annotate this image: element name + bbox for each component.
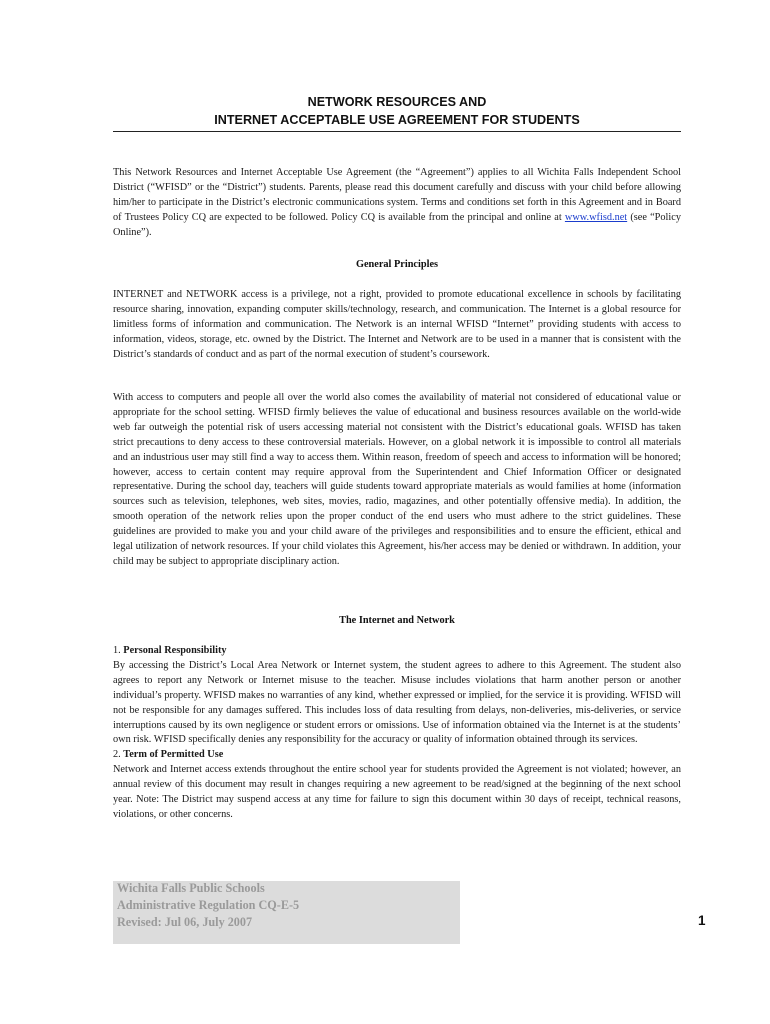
item1-text: By accessing the District’s Local Area Network or Internet system, the student agrees to adhere to this Agreement. The student also agrees to report any Network or Internet misuse to the teacher. Misuse includes violations that harm another person or another individual’s property. WFISD makes no warranties of any kind, whether expressed or implied, for the service it is providing. WFISD will not be responsible for any damages suffered. This includes loss of data resulting from delays, non-deliveries, mis-deliveries, or service interruptions caused by its own negligence or student errors or omissions. Use of information obtained via the Internet is at the students’ own risk. WFISD specifically denies any responsibility for the accuracy or quality of information obtained through its services.	[113, 659, 681, 746]
document-title-line1: NETWORK RESOURCES AND	[307, 95, 487, 109]
item2-text: Network and Internet access extends throughout the entire school year for students provided the Agreement is not violated; however, an annual review of this document may result in changes requiring a new agreement to be read/signed at the beginning of the next school year. Note: The District may suspend access at any time for failure to sign this document within 30 days of receipt, technical reasons, violations, or other concerns.	[113, 764, 681, 820]
item1-title: Personal Responsibility	[123, 645, 227, 656]
document-title-line2: INTERNET ACCEPTABLE USE AGREEMENT FOR STUDENTS	[214, 113, 580, 127]
general-principles-heading: General Principles	[355, 259, 439, 270]
intro-text-end: (see “Policy Online”).	[113, 211, 681, 238]
internet-network-heading: The Internet and Network	[339, 615, 455, 626]
wfisd-website-link[interactable]: www.wfisd.net	[564, 211, 628, 223]
item2-number: 2.	[113, 749, 124, 761]
title-divider	[113, 131, 681, 132]
intro-paragraph	[113, 166, 681, 241]
general-principles-paragraph-1: INTERNET and NETWORK access is a privilege, not a right, provided to promote educational excellence in schools by facilitating resource sharing, innovation, expanding computer skills/technology, research, and communication. The Internet is a global resource for limitless forms of information and communication. The Network is an internal WFISD “Internet” providing students with access to information, videos, storage, etc. owned by the District. The Internet and Network are to be used in a manner that is consistent with the District’s standards of conduct and as part of the normal execution of student’s coursework.	[113, 289, 681, 360]
intro-text: This Network Resources and Internet Acceptable Use Agreement (the “Agreement”) applies to all Wichita Falls Independent School District (“WFISD” or the “District”) students. Parents, please read this document carefully and discuss with your child before allowing him/her to participate in the District’s electronic communications system. Terms and conditions set forth in this Agreement and in Board of Trustees Policy CQ are expected to be followed. Policy CQ is available from the principal and online at	[113, 167, 681, 223]
page-number: 1	[698, 913, 706, 928]
item2-title: Term of Permitted Use	[123, 749, 224, 761]
general-principles-paragraph-2: With access to computers and people all over the world also comes the availability of material not considered of educational value or appropriate for the school setting. WFISD firmly believes the value of educational and business resources available on the world-wide web far outweigh the potential risk of users accessing material not consistent with the District’s educational goals. WFISD has taken strict precautions to deny access to these controversial materials. However, on a global network it is impossible to control all materials and an industrious user may still find a way to access them. Within reason, freedom of speech and access to information will be honored; however, access to certain content may require approval from the Superintendent and Chief Information Officer or designated representative. During the school day, teachers will guide students toward appropriate materials as would families at home (information sources such as television, telephones, web sites, movies, radio, magazines, and other potentially offensive media). In addition, the smooth operation of the network relies upon the proper conduct of the end users who must adhere to the strict guidelines. These guidelines are provided to make you and your child aware of the privileges and responsibilities and to ensure the efficient, ethical and legal utilization of network resources. If your child violates this Agreement, his/her access may be denied or withdrawn. In addition, your child may be subject to appropriate disciplinary action.	[113, 392, 681, 567]
item1-number: 1.	[113, 645, 124, 656]
section-personal-responsibility	[113, 644, 681, 823]
footer-line-2: Administrative Regulation CQ-E-5	[117, 898, 300, 912]
footer-line-3: Revised: Jul 06, July 2007	[117, 915, 253, 929]
footer-line-1: Wichita Falls Public Schools	[117, 881, 265, 895]
